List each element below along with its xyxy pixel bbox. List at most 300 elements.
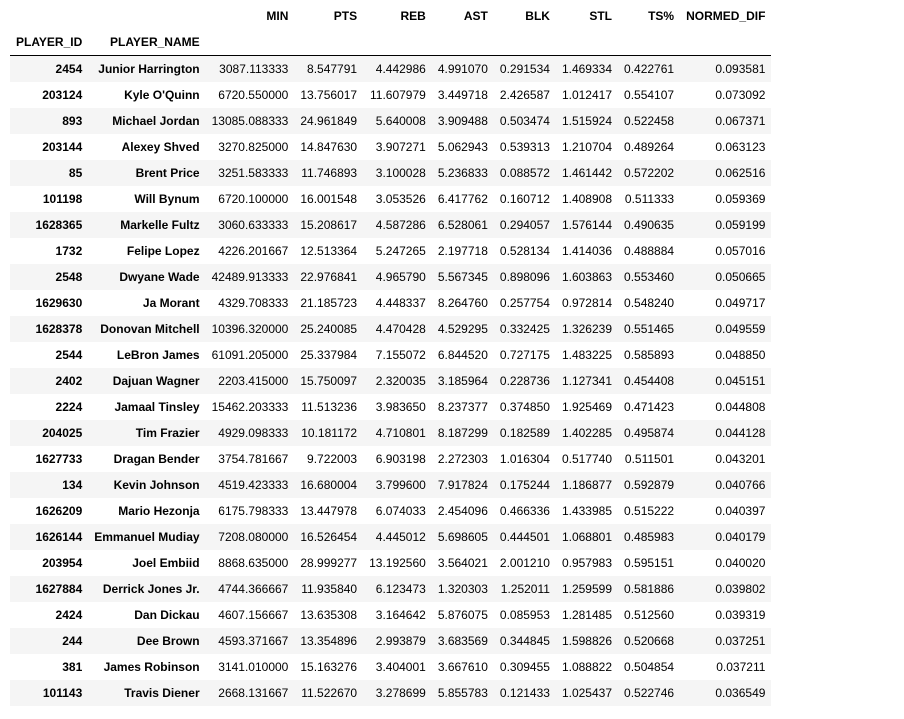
cell-normed-dif: 0.057016 bbox=[715, 244, 766, 258]
cell-ts-: 0.520668 bbox=[624, 634, 675, 648]
column-header-min: MIN bbox=[266, 9, 289, 23]
table-row bbox=[10, 134, 771, 160]
cell-reb: 2.320035 bbox=[375, 374, 426, 388]
row-player-name: James Robinson bbox=[103, 660, 200, 674]
cell-pts: 11.522670 bbox=[301, 686, 358, 700]
table-row bbox=[10, 238, 771, 264]
column-header-pts: PTS bbox=[333, 9, 358, 23]
row-player-id: 203144 bbox=[42, 140, 83, 154]
cell-min: 6175.798333 bbox=[218, 504, 289, 518]
cell-min: 4226.201667 bbox=[218, 244, 289, 258]
cell-min: 13085.088333 bbox=[211, 114, 289, 128]
cell-reb: 6.903198 bbox=[375, 452, 426, 466]
blank-header-cell bbox=[10, 3, 88, 29]
cell-reb: 4.587286 bbox=[375, 218, 426, 232]
cell-stl: 1.408908 bbox=[561, 192, 613, 206]
cell-reb: 4.710801 bbox=[375, 426, 426, 440]
row-player-name: Derrick Jones Jr. bbox=[102, 582, 200, 596]
cell-ts-: 0.489264 bbox=[624, 140, 675, 154]
cell-stl: 1.598826 bbox=[561, 634, 613, 648]
cell-stl: 1.576144 bbox=[561, 218, 613, 232]
cell-pts: 13.635308 bbox=[300, 608, 358, 622]
row-player-name: Junior Harrington bbox=[98, 62, 200, 76]
cell-ast: 7.917824 bbox=[437, 478, 488, 492]
row-player-id: 204025 bbox=[42, 426, 83, 440]
cell-min: 6720.100000 bbox=[218, 192, 289, 206]
cell-stl: 1.483225 bbox=[561, 348, 613, 362]
cell-pts: 22.976841 bbox=[300, 270, 358, 284]
cell-ts-: 0.515222 bbox=[624, 504, 675, 518]
cell-normed-dif: 0.043201 bbox=[715, 452, 766, 466]
cell-pts: 24.961849 bbox=[300, 114, 358, 128]
table-row bbox=[10, 654, 771, 680]
cell-pts: 9.722003 bbox=[307, 452, 358, 466]
cell-pts: 13.354896 bbox=[300, 634, 358, 648]
cell-blk: 1.016304 bbox=[499, 452, 550, 466]
cell-stl: 1.326239 bbox=[561, 322, 613, 336]
cell-reb: 4.965790 bbox=[375, 270, 426, 284]
cell-pts: 15.208617 bbox=[300, 218, 358, 232]
blank-header-cell bbox=[494, 29, 556, 56]
cell-pts: 10.181172 bbox=[301, 426, 358, 440]
cell-ast: 5.855783 bbox=[437, 686, 488, 700]
table-row bbox=[10, 472, 771, 498]
row-player-name: Will Bynum bbox=[134, 192, 200, 206]
cell-ts-: 0.485983 bbox=[624, 530, 675, 544]
blank-header-cell bbox=[680, 29, 771, 56]
cell-normed-dif: 0.093581 bbox=[715, 62, 766, 76]
row-player-name: Kevin Johnson bbox=[113, 478, 200, 492]
row-player-name: Dragan Bender bbox=[113, 452, 200, 466]
cell-pts: 25.240085 bbox=[300, 322, 358, 336]
cell-reb: 6.074033 bbox=[375, 504, 426, 518]
cell-pts: 12.513364 bbox=[300, 244, 358, 258]
cell-blk: 0.503474 bbox=[499, 114, 550, 128]
cell-min: 4929.098333 bbox=[218, 426, 289, 440]
cell-normed-dif: 0.037211 bbox=[716, 660, 766, 674]
row-player-name: Donovan Mitchell bbox=[100, 322, 200, 336]
row-player-name: Markelle Fultz bbox=[120, 218, 200, 232]
cell-blk: 0.466336 bbox=[499, 504, 550, 518]
column-header-row bbox=[10, 3, 771, 29]
cell-blk: 0.175244 bbox=[499, 478, 550, 492]
cell-min: 4519.423333 bbox=[218, 478, 289, 492]
blank-header-cell bbox=[206, 29, 295, 56]
row-player-name: Alexey Shved bbox=[121, 140, 200, 154]
cell-reb: 3.164642 bbox=[375, 608, 426, 622]
dataframe-header bbox=[10, 3, 771, 56]
cell-min: 2668.131667 bbox=[218, 686, 289, 700]
cell-blk: 0.294057 bbox=[499, 218, 550, 232]
cell-ast: 6.528061 bbox=[437, 218, 488, 232]
row-player-id: 2424 bbox=[55, 608, 83, 622]
blank-header-cell bbox=[88, 3, 205, 29]
table-row bbox=[10, 394, 771, 420]
cell-blk: 0.444501 bbox=[499, 530, 550, 544]
row-player-id: 381 bbox=[62, 660, 83, 674]
cell-normed-dif: 0.049717 bbox=[715, 296, 766, 310]
cell-ast: 6.417762 bbox=[437, 192, 488, 206]
cell-reb: 3.100028 bbox=[375, 166, 426, 180]
cell-ast: 6.844520 bbox=[437, 348, 488, 362]
cell-min: 3141.010000 bbox=[218, 660, 289, 674]
table-row bbox=[10, 264, 771, 290]
cell-ts-: 0.572202 bbox=[624, 166, 675, 180]
cell-stl: 1.210704 bbox=[561, 140, 613, 154]
row-player-name: Mario Hezonja bbox=[118, 504, 200, 518]
cell-ast: 1.320303 bbox=[437, 582, 488, 596]
row-player-id: 1629630 bbox=[35, 296, 83, 310]
table-row bbox=[10, 82, 771, 108]
cell-ts-: 0.595151 bbox=[624, 556, 675, 570]
cell-pts: 11.746893 bbox=[301, 166, 358, 180]
row-player-id: 2454 bbox=[55, 62, 83, 76]
cell-normed-dif: 0.040766 bbox=[715, 478, 766, 492]
row-player-name: Jamaal Tinsley bbox=[114, 400, 200, 414]
cell-min: 4329.708333 bbox=[218, 296, 289, 310]
cell-blk: 0.528134 bbox=[499, 244, 550, 258]
cell-stl: 1.461442 bbox=[561, 166, 613, 180]
table-row bbox=[10, 316, 771, 342]
cell-ast: 5.062943 bbox=[437, 140, 488, 154]
cell-blk: 0.898096 bbox=[499, 270, 550, 284]
cell-min: 61091.205000 bbox=[211, 348, 289, 362]
cell-reb: 5.247265 bbox=[375, 244, 426, 258]
table-row bbox=[10, 420, 771, 446]
cell-normed-dif: 0.073092 bbox=[715, 88, 766, 102]
cell-normed-dif: 0.044128 bbox=[715, 426, 766, 440]
cell-reb: 3.278699 bbox=[375, 686, 426, 700]
cell-pts: 13.447978 bbox=[300, 504, 358, 518]
row-player-id: 1628378 bbox=[35, 322, 83, 336]
row-player-id: 1628365 bbox=[35, 218, 83, 232]
cell-ts-: 0.504854 bbox=[624, 660, 675, 674]
cell-ts-: 0.471423 bbox=[624, 400, 675, 414]
row-player-name: Emmanuel Mudiay bbox=[94, 530, 200, 544]
cell-ast: 3.185964 bbox=[437, 374, 488, 388]
table-row bbox=[10, 628, 771, 654]
cell-reb: 3.404001 bbox=[375, 660, 426, 674]
cell-ast: 3.564021 bbox=[437, 556, 488, 570]
cell-ast: 5.698605 bbox=[437, 530, 488, 544]
cell-pts: 13.756017 bbox=[300, 88, 358, 102]
row-player-name: Tim Frazier bbox=[135, 426, 200, 440]
cell-ts-: 0.553460 bbox=[624, 270, 675, 284]
cell-pts: 25.337984 bbox=[300, 348, 358, 362]
cell-ts-: 0.522458 bbox=[624, 114, 675, 128]
cell-ts-: 0.548240 bbox=[624, 296, 675, 310]
cell-min: 3251.583333 bbox=[218, 166, 289, 180]
row-player-name: LeBron James bbox=[116, 348, 200, 362]
cell-ast: 3.909488 bbox=[437, 114, 488, 128]
cell-normed-dif: 0.067371 bbox=[715, 114, 766, 128]
row-player-id: 2544 bbox=[55, 348, 83, 362]
cell-ts-: 0.522746 bbox=[624, 686, 675, 700]
table-row bbox=[10, 550, 771, 576]
cell-stl: 1.469334 bbox=[561, 62, 613, 76]
cell-normed-dif: 0.050665 bbox=[715, 270, 766, 284]
column-header-ast: AST bbox=[463, 9, 488, 23]
cell-pts: 15.750097 bbox=[300, 374, 358, 388]
cell-blk: 2.001210 bbox=[499, 556, 550, 570]
cell-pts: 11.935840 bbox=[301, 582, 358, 596]
cell-pts: 8.547791 bbox=[307, 62, 358, 76]
cell-ast: 8.187299 bbox=[437, 426, 488, 440]
cell-normed-dif: 0.062516 bbox=[715, 166, 766, 180]
cell-reb: 6.123473 bbox=[375, 582, 426, 596]
cell-stl: 1.402285 bbox=[561, 426, 613, 440]
cell-stl: 0.517740 bbox=[561, 452, 613, 466]
cell-reb: 3.053526 bbox=[375, 192, 426, 206]
cell-stl: 1.068801 bbox=[561, 530, 613, 544]
cell-stl: 1.012417 bbox=[561, 88, 613, 102]
cell-ast: 3.449718 bbox=[437, 88, 488, 102]
cell-stl: 1.127341 bbox=[561, 374, 613, 388]
cell-normed-dif: 0.044808 bbox=[715, 400, 766, 414]
cell-blk: 0.332425 bbox=[499, 322, 550, 336]
row-player-id: 1627884 bbox=[35, 582, 83, 596]
column-header-stl: STL bbox=[589, 9, 613, 23]
cell-stl: 1.259599 bbox=[561, 582, 613, 596]
row-player-id: 2402 bbox=[55, 374, 83, 388]
cell-stl: 1.433985 bbox=[561, 504, 613, 518]
row-player-id: 203954 bbox=[42, 556, 83, 570]
cell-pts: 16.680004 bbox=[300, 478, 358, 492]
row-player-id: 1627733 bbox=[35, 452, 83, 466]
cell-ast: 8.237377 bbox=[437, 400, 488, 414]
blank-header-cell bbox=[294, 29, 363, 56]
cell-normed-dif: 0.040020 bbox=[715, 556, 766, 570]
table-row bbox=[10, 342, 771, 368]
cell-ast: 2.272303 bbox=[437, 452, 488, 466]
cell-normed-dif: 0.063123 bbox=[715, 140, 766, 154]
cell-reb: 13.192560 bbox=[369, 556, 426, 570]
cell-normed-dif: 0.059199 bbox=[715, 218, 766, 232]
cell-normed-dif: 0.036549 bbox=[715, 686, 766, 700]
cell-ts-: 0.554107 bbox=[624, 88, 675, 102]
cell-ast: 2.454096 bbox=[437, 504, 488, 518]
index-name-player-name: PLAYER_NAME bbox=[110, 35, 200, 49]
row-player-name: Dee Brown bbox=[136, 634, 200, 648]
blank-header-cell bbox=[363, 29, 432, 56]
cell-ast: 4.991070 bbox=[437, 62, 488, 76]
cell-reb: 7.155072 bbox=[375, 348, 426, 362]
cell-min: 10396.320000 bbox=[211, 322, 289, 336]
cell-ts-: 0.581886 bbox=[624, 582, 675, 596]
row-player-name: Travis Diener bbox=[124, 686, 200, 700]
cell-min: 3087.113333 bbox=[219, 62, 289, 76]
column-header-reb: REB bbox=[400, 9, 426, 23]
cell-normed-dif: 0.037251 bbox=[715, 634, 766, 648]
cell-normed-dif: 0.059369 bbox=[715, 192, 766, 206]
cell-stl: 1.515924 bbox=[561, 114, 613, 128]
cell-ast: 5.567345 bbox=[437, 270, 488, 284]
row-player-id: 1626209 bbox=[35, 504, 83, 518]
cell-min: 8868.635000 bbox=[218, 556, 289, 570]
dataframe-table bbox=[10, 3, 771, 706]
cell-ast: 3.667610 bbox=[437, 660, 488, 674]
cell-blk: 0.727175 bbox=[499, 348, 550, 362]
blank-header-cell bbox=[556, 29, 618, 56]
cell-normed-dif: 0.039319 bbox=[715, 608, 766, 622]
row-player-id: 134 bbox=[62, 478, 83, 492]
cell-pts: 28.999277 bbox=[300, 556, 358, 570]
row-player-id: 1732 bbox=[55, 244, 83, 258]
cell-reb: 4.448337 bbox=[375, 296, 426, 310]
cell-min: 3060.633333 bbox=[218, 218, 289, 232]
row-player-id: 2548 bbox=[55, 270, 83, 284]
row-player-id: 2224 bbox=[55, 400, 83, 414]
cell-min: 15462.203333 bbox=[211, 400, 289, 414]
cell-stl: 1.925469 bbox=[561, 400, 613, 414]
row-player-id: 101198 bbox=[42, 192, 83, 206]
table-row bbox=[10, 160, 771, 186]
cell-min: 42489.913333 bbox=[211, 270, 289, 284]
cell-pts: 14.847630 bbox=[300, 140, 358, 154]
cell-ast: 2.197718 bbox=[437, 244, 488, 258]
cell-blk: 2.426587 bbox=[499, 88, 550, 102]
cell-normed-dif: 0.040397 bbox=[715, 504, 766, 518]
cell-stl: 1.281485 bbox=[561, 608, 613, 622]
cell-normed-dif: 0.045151 bbox=[715, 374, 766, 388]
cell-stl: 1.088822 bbox=[561, 660, 613, 674]
blank-header-cell bbox=[618, 29, 680, 56]
row-player-id: 203124 bbox=[42, 88, 83, 102]
cell-stl: 0.972814 bbox=[561, 296, 613, 310]
table-row bbox=[10, 498, 771, 524]
row-player-name: Dwyane Wade bbox=[119, 270, 200, 284]
cell-ts-: 0.511333 bbox=[624, 192, 675, 206]
cell-blk: 0.257754 bbox=[499, 296, 550, 310]
cell-normed-dif: 0.048850 bbox=[715, 348, 766, 362]
row-player-id: 101143 bbox=[42, 686, 83, 700]
cell-ast: 5.876075 bbox=[437, 608, 488, 622]
cell-min: 4607.156667 bbox=[218, 608, 289, 622]
row-player-name: Dajuan Wagner bbox=[112, 374, 200, 388]
row-player-id: 893 bbox=[62, 114, 83, 128]
cell-reb: 4.470428 bbox=[375, 322, 426, 336]
cell-ts-: 0.490635 bbox=[624, 218, 675, 232]
cell-blk: 0.088572 bbox=[499, 166, 550, 180]
cell-pts: 11.513236 bbox=[301, 400, 358, 414]
row-player-id: 244 bbox=[62, 634, 83, 648]
cell-min: 4593.371667 bbox=[218, 634, 289, 648]
index-name-row bbox=[10, 29, 771, 56]
cell-pts: 16.001548 bbox=[300, 192, 358, 206]
cell-ts-: 0.592879 bbox=[624, 478, 675, 492]
cell-stl: 1.186877 bbox=[561, 478, 613, 492]
cell-ts-: 0.454408 bbox=[624, 374, 675, 388]
table-row bbox=[10, 108, 771, 134]
column-header-blk: BLK bbox=[525, 9, 550, 23]
row-player-name: Kyle O'Quinn bbox=[124, 88, 200, 102]
cell-stl: 1.603863 bbox=[561, 270, 613, 284]
cell-stl: 1.025437 bbox=[561, 686, 613, 700]
cell-blk: 0.182589 bbox=[499, 426, 550, 440]
row-player-name: Ja Morant bbox=[142, 296, 200, 310]
table-row bbox=[10, 680, 771, 706]
cell-reb: 4.442986 bbox=[375, 62, 426, 76]
cell-pts: 16.526454 bbox=[300, 530, 358, 544]
cell-reb: 3.907271 bbox=[375, 140, 426, 154]
row-player-name: Joel Embiid bbox=[132, 556, 200, 570]
cell-blk: 0.121433 bbox=[499, 686, 550, 700]
cell-pts: 15.163276 bbox=[300, 660, 358, 674]
cell-stl: 0.957983 bbox=[561, 556, 613, 570]
cell-reb: 3.983650 bbox=[375, 400, 426, 414]
cell-reb: 4.445012 bbox=[375, 530, 426, 544]
cell-min: 7208.080000 bbox=[218, 530, 289, 544]
cell-blk: 1.252011 bbox=[500, 582, 550, 596]
row-player-name: Felipe Lopez bbox=[126, 244, 200, 258]
cell-blk: 0.228736 bbox=[499, 374, 550, 388]
cell-normed-dif: 0.049559 bbox=[715, 322, 766, 336]
cell-pts: 21.185723 bbox=[300, 296, 358, 310]
table-row bbox=[10, 602, 771, 628]
row-player-name: Dan Dickau bbox=[134, 608, 200, 622]
table-row bbox=[10, 186, 771, 212]
cell-reb: 5.640008 bbox=[375, 114, 426, 128]
cell-min: 3754.781667 bbox=[218, 452, 289, 466]
cell-stl: 1.414036 bbox=[561, 244, 613, 258]
cell-blk: 0.344845 bbox=[499, 634, 550, 648]
table-row bbox=[10, 446, 771, 472]
cell-min: 3270.825000 bbox=[218, 140, 289, 154]
index-name-player-id: PLAYER_ID bbox=[16, 35, 83, 49]
cell-ts-: 0.512560 bbox=[624, 608, 675, 622]
cell-blk: 0.160712 bbox=[499, 192, 550, 206]
cell-blk: 0.309455 bbox=[499, 660, 550, 674]
table-row bbox=[10, 524, 771, 550]
cell-ts-: 0.422761 bbox=[624, 62, 675, 76]
cell-ts-: 0.551465 bbox=[624, 322, 675, 336]
cell-ast: 4.529295 bbox=[437, 322, 488, 336]
table-row bbox=[10, 368, 771, 394]
table-row bbox=[10, 56, 771, 83]
cell-blk: 0.374850 bbox=[499, 400, 550, 414]
row-player-name: Brent Price bbox=[135, 166, 200, 180]
column-header-normed-dif: NORMED_DIF bbox=[686, 9, 766, 23]
cell-reb: 3.799600 bbox=[375, 478, 426, 492]
table-row bbox=[10, 576, 771, 602]
cell-blk: 0.539313 bbox=[499, 140, 550, 154]
cell-min: 4744.366667 bbox=[218, 582, 289, 596]
blank-header-cell bbox=[432, 29, 494, 56]
cell-ts-: 0.495874 bbox=[624, 426, 675, 440]
cell-normed-dif: 0.040179 bbox=[715, 530, 766, 544]
cell-normed-dif: 0.039802 bbox=[715, 582, 766, 596]
row-player-id: 1626144 bbox=[35, 530, 83, 544]
cell-min: 2203.415000 bbox=[218, 374, 289, 388]
cell-blk: 0.085953 bbox=[499, 608, 550, 622]
cell-blk: 0.291534 bbox=[499, 62, 550, 76]
row-player-id: 85 bbox=[68, 166, 83, 180]
column-header-ts-: TS% bbox=[648, 9, 675, 23]
cell-ts-: 0.488884 bbox=[624, 244, 675, 258]
cell-min: 6720.550000 bbox=[218, 88, 289, 102]
cell-ts-: 0.585893 bbox=[624, 348, 675, 362]
cell-ast: 8.264760 bbox=[437, 296, 488, 310]
cell-ast: 3.683569 bbox=[437, 634, 488, 648]
table-row bbox=[10, 212, 771, 238]
cell-reb: 11.607979 bbox=[369, 88, 426, 102]
cell-ts-: 0.511501 bbox=[624, 452, 675, 466]
cell-reb: 2.993879 bbox=[375, 634, 426, 648]
row-player-name: Michael Jordan bbox=[112, 114, 200, 128]
dataframe-body bbox=[10, 56, 771, 707]
table-row bbox=[10, 290, 771, 316]
cell-ast: 5.236833 bbox=[437, 166, 488, 180]
